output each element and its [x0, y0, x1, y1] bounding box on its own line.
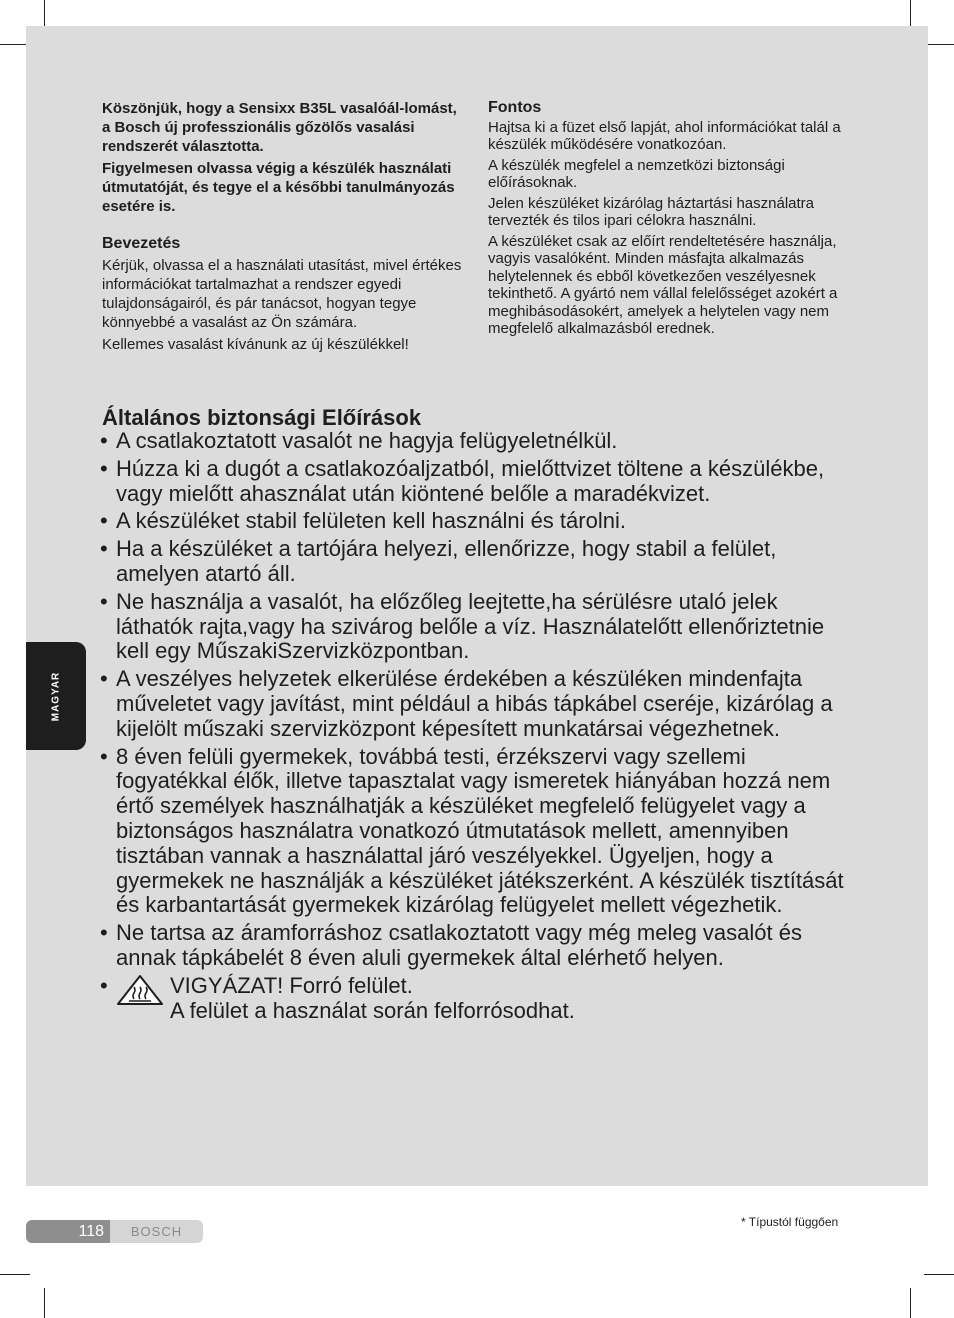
crop-mark — [0, 1274, 30, 1275]
intro-thanks: Köszönjük, hogy a Sensixx B35L vasalóál-lomást, a Bosch új professzionális gőzölős vasalási rendszerét választotta. — [102, 100, 457, 155]
list-item: • 8 éven felüli gyermekek, továbbá testi, érzékszervi vagy szellemi fogyatékkal élők, illetve tapasztalat vagy ismeretek hiányában hozzá nem értő személyek használhatják a készüléket megfelelő felügyelet vagy a biztonságos használatra vonatkozó útmutatások mellett, amennyiben tisztában vannak a használattal járó veszélyekkel. Ügyeljen, hogy a gyermekek ne használják a készüléket játékszerként. A készülék tisztítását és karbantartását gyermekek kizárólag felügyelet mellett végezhetik. — [100, 743, 844, 918]
important-heading: Fontos — [488, 99, 542, 116]
list-item: • Ne használja a vasalót, ha előzőleg leejtette,ha sérülésre utaló jelek láthatók rajta,vagy ha szivárog belőle a víz. Használatelőtt ellenőriztetnie kell egy MűszakiSzervizközpontban. — [100, 588, 825, 664]
important-column — [488, 99, 848, 341]
important-paragraph: Hajtsa ki a füzet első lapját, ahol információkat talál a készülék működésére vonatkozóan. — [488, 118, 841, 153]
page-number: 118 — [26, 1220, 110, 1243]
list-item: • Ha a készüléket a tartójára helyezi, ellenőrizze, hogy stabil a felület, amelyen atartó áll. — [100, 536, 777, 586]
footnote: * Típustól függően — [741, 1215, 839, 1229]
important-paragraph: A készüléket csak az előírt rendeltetésére használja, vagyis vasalóként. Minden másfajta alkalmazás helytelennek és ebből következően veszélyesnek tekinthető. A gyártó nem vállal felelősséget azokért a meghibásodásokért, amelyek a helytelen vagy nem megfelelő alkalmazásból erednek. — [488, 232, 838, 337]
list-item: • A veszélyes helyzetek elkerülése érdekében a készüléken mindenfajta műveletet vagy javítást, mint például a hibás tápkábel cseréje, kizárólag a kijelölt műszaki szervizközpont képesített munkatársai végezhetnek. — [100, 666, 833, 741]
list-item: • A csatlakoztatott vasalót ne hagyja felügyeletnélkül. — [100, 428, 618, 453]
brand-label: BOSCH — [110, 1220, 203, 1243]
important-paragraph: A készülék megfelel a nemzetközi biztonsági előírásoknak. — [488, 156, 785, 191]
crop-mark — [44, 1288, 45, 1318]
intro-heading: Bevezetés — [102, 235, 181, 252]
intro-column — [102, 99, 464, 357]
page-footer — [26, 1220, 203, 1243]
warning-line: A felület a használat során felforrósodhat. — [170, 997, 575, 1023]
safety-list — [100, 429, 860, 1026]
hot-surface-warning-icon — [116, 974, 164, 1004]
list-item: • Húzza ki a dugót a csatlakozóaljzatból, mielőttvizet töltene a készülékbe, vagy mielőtt ahasználat után kiöntené belőle a maradékvizet. — [100, 455, 825, 506]
crop-mark — [910, 1288, 911, 1318]
safety-title: Általános biztonsági Előírások — [102, 405, 422, 430]
warning-item: • VIGYÁZAT! Forró felület. A felület a használat során felforrósodhat. — [100, 972, 575, 1023]
important-paragraph: Jelen készüléket kizárólag háztartási használatra tervezték és tilos ipari célokra használni. — [488, 194, 815, 229]
intro-paragraph: Kérjük, olvassa el a használati utasítást, mivel értékes információkat tartalmazhat a rendszer egyedi tulajdonságairól, és pár tanácsot, hogyan tegye könnyebbé a vasalást az Ön számára. — [102, 257, 462, 331]
crop-mark — [924, 1274, 954, 1275]
intro-closing: Kellemes vasalást kívánunk az új készülékkel! — [102, 336, 409, 353]
list-item: • Ne tartsa az áramforráshoz csatlakoztatott vagy még meleg vasalót és annak tápkábelét 8 éven aluli gyermekek által elérhető helyen. — [100, 920, 802, 970]
crop-mark — [924, 44, 954, 45]
language-tab-label: MAGYAR — [50, 671, 62, 721]
language-tab — [26, 642, 86, 750]
intro-read-carefully: Figyelmesen olvassa végig a készülék használati útmutatóját, és tegye el a későbbi tanulmányozás esetére is. — [102, 160, 455, 215]
list-item: • A készüléket stabil felületen kell használni és tárolni. — [100, 508, 626, 534]
warning-line: VIGYÁZAT! Forró felület. — [170, 972, 413, 998]
